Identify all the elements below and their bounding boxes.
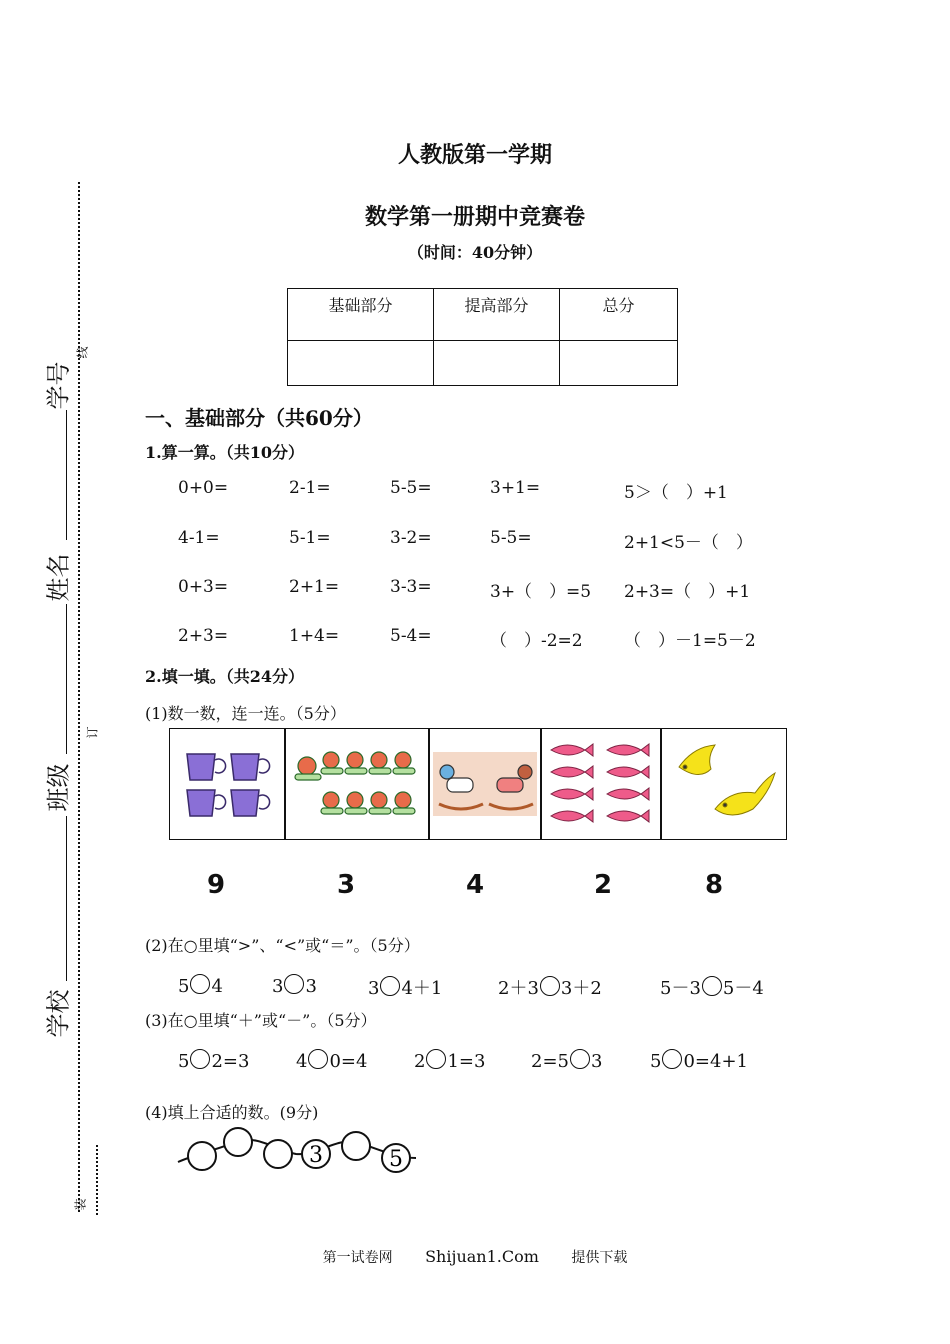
number-chain	[176, 1124, 420, 1176]
q1-item: 5-5=	[390, 478, 432, 498]
q1-title: 1.算一算。（共10分）	[145, 443, 304, 462]
chain-circle[interactable]	[224, 1128, 252, 1156]
q1-item: 2+1=	[289, 577, 340, 597]
section1-title: 一、基础部分（共60分）	[145, 406, 373, 430]
answer-circle[interactable]	[570, 1049, 590, 1069]
q1-row	[0, 478, 950, 508]
operator-item: 5 2=3	[178, 1051, 250, 1072]
chain-circle[interactable]	[342, 1132, 370, 1160]
count-number: 8	[705, 870, 724, 900]
score-cell-total[interactable]	[560, 341, 678, 386]
operator-item: 2=5 3	[531, 1051, 603, 1072]
q1-item: 5＞（ ）+1	[624, 483, 728, 503]
compare-item: 3 3	[272, 976, 317, 997]
footer	[0, 1247, 950, 1267]
q2-p2-row	[0, 974, 950, 1004]
compare-item: 3 4＋1	[368, 978, 443, 999]
answer-circle[interactable]	[190, 974, 210, 994]
q1-item: 3+1=	[490, 478, 541, 498]
compare-item: 2＋3 3＋2	[498, 978, 602, 999]
q1-item: 2+1<5－（ ）	[624, 533, 753, 553]
compare-item: 5 4	[178, 976, 223, 997]
count-number: 2	[594, 870, 613, 900]
answer-circle[interactable]	[308, 1049, 328, 1069]
q2-title: 2.填一填。（共24分）	[145, 667, 304, 686]
picture-snails	[285, 729, 429, 839]
chain-value-3: 3	[309, 1143, 323, 1168]
q1-item: 5-4=	[390, 626, 432, 646]
binding-dotted-line-short	[96, 1145, 98, 1215]
count-number: 9	[207, 870, 226, 900]
q1-item: （ ）-2=2	[490, 631, 583, 651]
answer-circle[interactable]	[702, 976, 722, 996]
q1-item: 2+3=	[178, 626, 229, 646]
name-label: 姓名	[44, 553, 73, 602]
q1-item: 1+4=	[289, 626, 340, 646]
answer-circle[interactable]	[540, 976, 560, 996]
picture-fish	[541, 729, 661, 839]
q2-p3-row	[0, 1049, 950, 1079]
operator-item: 4 0=4	[296, 1051, 368, 1072]
class-label: 班级	[44, 763, 73, 812]
q1-item: （ ）－1=5－2	[624, 631, 756, 651]
picture-birds	[661, 729, 787, 839]
picture-rocking-horses	[429, 729, 541, 839]
time-note: （时间：40分钟）	[407, 243, 543, 262]
count-number: 4	[466, 870, 485, 900]
q1-item: 2+3=（ ）+1	[624, 582, 751, 602]
score-header-basic: 基础部分	[288, 289, 434, 341]
footer-left: 第一试卷网	[322, 1250, 393, 1266]
student-id-field[interactable]	[66, 410, 67, 540]
q1-row	[0, 528, 950, 558]
q2-p3-title: (3)在○里填“＋”或“－”。（5分）	[145, 1011, 377, 1030]
q2-p4-title: (4)填上合适的数。(9分)	[145, 1103, 319, 1122]
q1-item: 5-5=	[490, 528, 532, 548]
score-header-total: 总分	[560, 289, 678, 341]
q1-row	[0, 577, 950, 607]
q1-item: 3-2=	[390, 528, 432, 548]
q1-row	[0, 626, 950, 656]
score-cell-basic[interactable]	[288, 341, 434, 386]
binding-mark-bind: 装	[73, 1198, 88, 1211]
count-number: 3	[337, 870, 356, 900]
q1-item: 2-1=	[289, 478, 331, 498]
q1-item: 3+（ ）=5	[490, 582, 592, 602]
answer-circle[interactable]	[190, 1049, 210, 1069]
answer-circle[interactable]	[284, 974, 304, 994]
q1-item: 3-3=	[390, 577, 432, 597]
school-label: 学校	[44, 989, 73, 1038]
answer-circle[interactable]	[662, 1049, 682, 1069]
counting-pictures	[169, 728, 787, 840]
score-header-advanced: 提高部分	[434, 289, 560, 341]
picture-cups	[169, 729, 285, 839]
class-field[interactable]	[66, 816, 67, 981]
q2-p2-title: (2)在○里填“>”、“<”或“＝”。（5分）	[145, 936, 420, 955]
footer-site[interactable]: Shijuan1.Com	[425, 1247, 539, 1266]
chain-circle[interactable]	[264, 1140, 292, 1168]
chain-value-5: 5	[389, 1147, 403, 1172]
page-title: 人教版第一学期	[397, 142, 552, 168]
q1-item: 4-1=	[178, 528, 220, 548]
operator-item: 2 1=3	[414, 1051, 486, 1072]
footer-right: 提供下载	[571, 1250, 628, 1266]
score-cell-advanced[interactable]	[434, 341, 560, 386]
q1-item: 5-1=	[289, 528, 331, 548]
binding-mark-staple: 订	[85, 726, 100, 739]
compare-item: 5－3 5－4	[660, 978, 764, 999]
binding-mark-line: 线	[75, 346, 90, 359]
q1-item: 0+0=	[178, 478, 229, 498]
student-id-label: 学号	[44, 361, 73, 410]
q2-p1-title: (1)数一数，连一连。（5分）	[145, 704, 346, 723]
chain-circle[interactable]	[188, 1142, 216, 1170]
exam-title: 数学第一册期中竞赛卷	[364, 204, 585, 230]
answer-circle[interactable]	[380, 976, 400, 996]
score-table	[287, 288, 678, 386]
answer-circle[interactable]	[426, 1049, 446, 1069]
q1-item: 0+3=	[178, 577, 229, 597]
operator-item: 5 0=4+1	[650, 1051, 748, 1072]
